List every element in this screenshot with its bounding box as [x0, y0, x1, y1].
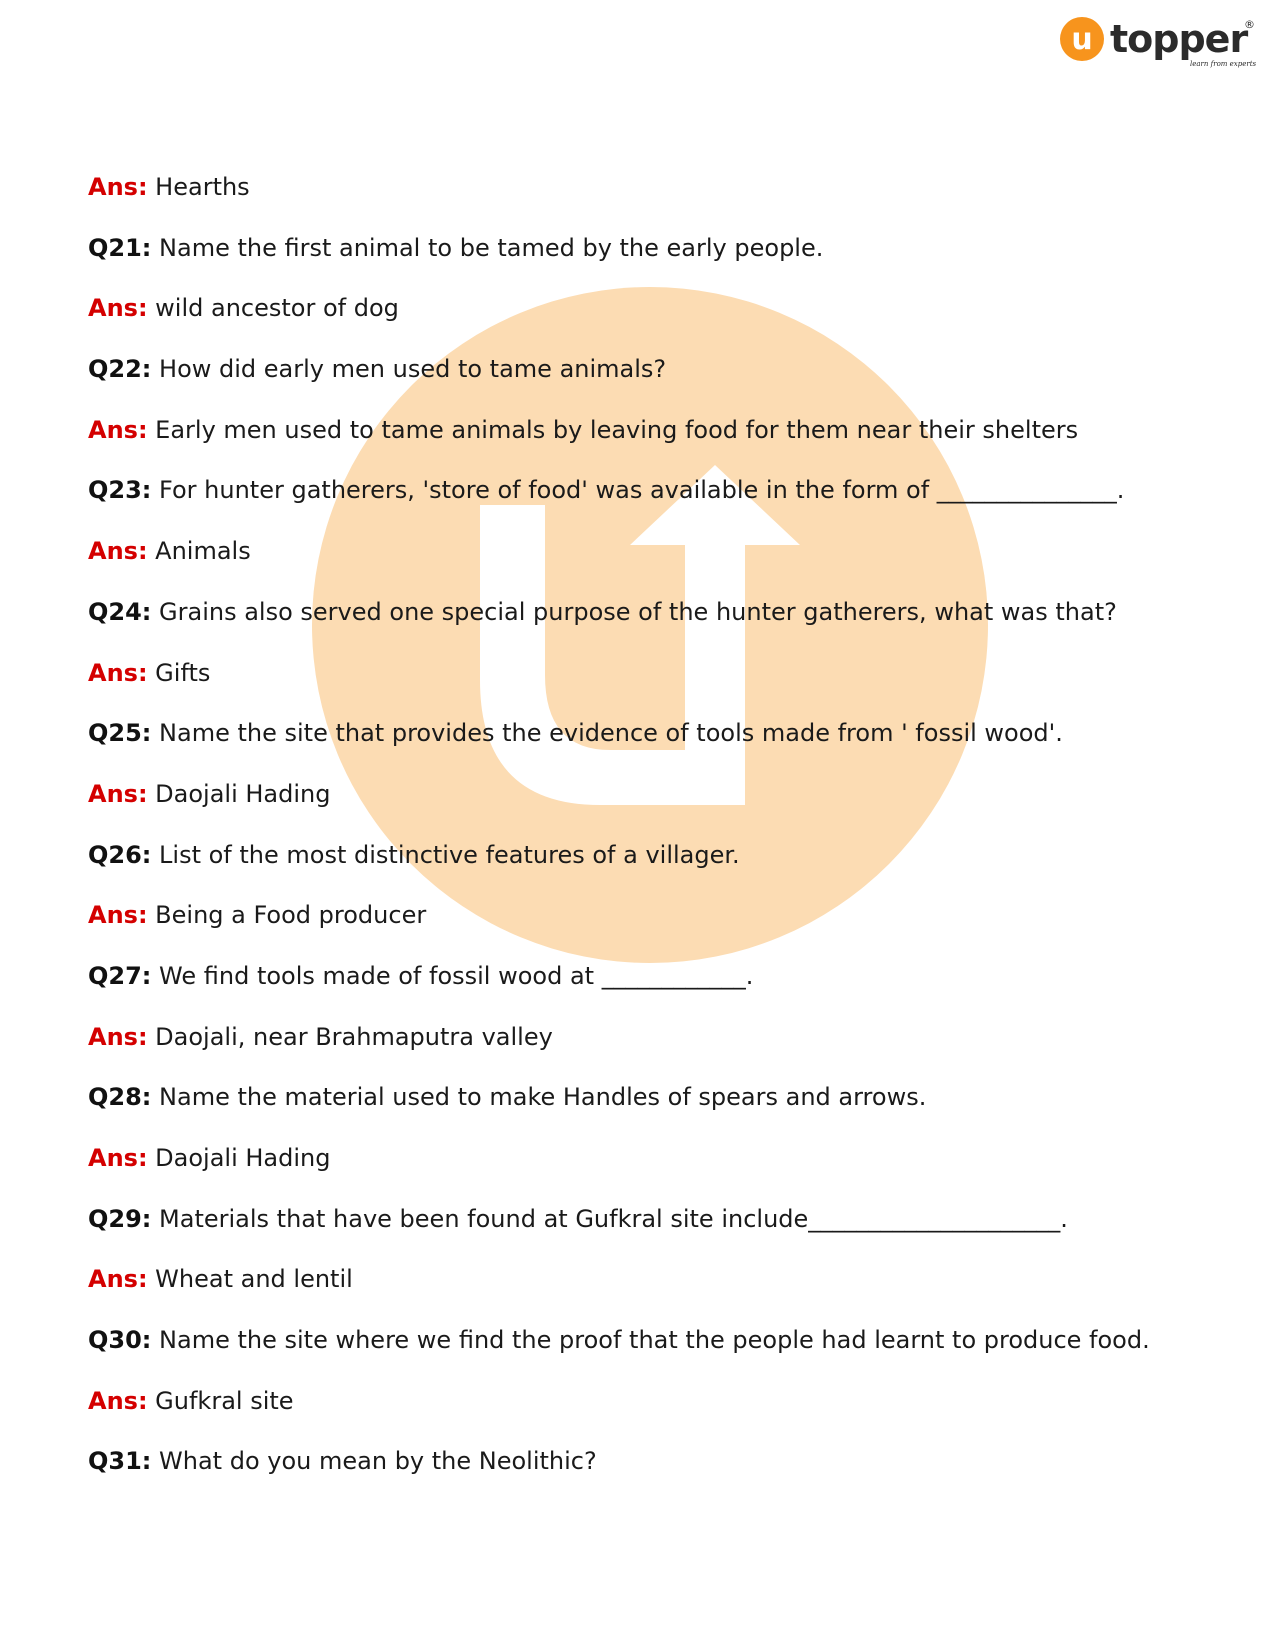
answer-line — [88, 415, 1208, 445]
answer-text: Daojali, near Brahmaputra valley — [147, 1022, 553, 1051]
answer-text: Early men used to tame animals by leaving food for them near their shelters — [147, 415, 1079, 444]
answer-line — [88, 658, 1208, 688]
logo-letter: u — [1071, 22, 1093, 57]
answer-line — [88, 1143, 1208, 1173]
question-label: Q31: — [88, 1447, 152, 1476]
answer-label: Ans: — [88, 1265, 148, 1294]
question-text: For hunter gatherers, 'store of food' was available in the form of _______________. — [151, 476, 1125, 505]
logo-name: topper — [1110, 17, 1248, 61]
question-line — [88, 233, 1208, 263]
question-line — [88, 961, 1208, 991]
answer-line — [88, 293, 1208, 323]
question-text: Name the first animal to be tamed by the early people. — [151, 233, 824, 262]
question-line — [88, 1204, 1208, 1234]
question-text: Name the site that provides the evidence of tools made from ' fossil wood'. — [151, 719, 1063, 748]
qa-list — [88, 172, 1208, 1507]
logo-tagline: learn from experts — [1190, 60, 1257, 68]
answer-label: Ans: — [88, 415, 148, 444]
question-line — [88, 840, 1208, 870]
answer-label: Ans: — [88, 779, 148, 808]
answer-label: Ans: — [88, 658, 148, 687]
question-label: Q24: — [88, 597, 152, 626]
question-text: Name the material used to make Handles of spears and arrows. — [151, 1083, 927, 1112]
question-line — [88, 1082, 1208, 1112]
answer-label: Ans: — [88, 1386, 148, 1415]
question-label: Q22: — [88, 355, 152, 384]
answer-text: Daojali Hading — [147, 1144, 331, 1172]
answer-text: Being a Food producer — [147, 901, 427, 930]
question-line — [88, 354, 1208, 384]
answer-label: Ans: — [88, 1144, 148, 1172]
answer-text: Wheat and lentil — [147, 1265, 353, 1294]
question-label: Q23: — [88, 476, 152, 505]
brand-logo — [1058, 12, 1258, 72]
answer-text: Animals — [147, 537, 251, 566]
question-label: Q29: — [88, 1204, 152, 1233]
question-line — [88, 718, 1208, 748]
logo-registered-mark: ® — [1244, 18, 1255, 31]
answer-line — [88, 900, 1208, 930]
answer-label: Ans: — [88, 901, 148, 930]
question-text: How did early men used to tame animals? — [151, 355, 667, 384]
answer-label: Ans: — [88, 173, 148, 201]
question-text: Materials that have been found at Gufkral site include_____________________. — [151, 1204, 1068, 1233]
question-label: Q25: — [88, 719, 152, 748]
question-label: Q21: — [88, 233, 152, 262]
question-line — [88, 597, 1208, 627]
answer-line — [88, 536, 1208, 566]
answer-text: Hearths — [147, 173, 250, 201]
question-line — [88, 1325, 1208, 1355]
question-text: What do you mean by the Neolithic? — [151, 1447, 597, 1476]
answer-line — [88, 1022, 1208, 1052]
question-text: We find tools made of fossil wood at ____________. — [151, 961, 754, 990]
answer-label: Ans: — [88, 537, 148, 566]
answer-line — [88, 1386, 1208, 1416]
answer-label: Ans: — [88, 294, 148, 323]
answer-line — [88, 779, 1208, 809]
answer-text: Gifts — [147, 658, 211, 687]
answer-label: Ans: — [88, 1022, 148, 1051]
question-text: List of the most distinctive features of a villager. — [151, 840, 740, 869]
question-label: Q27: — [88, 961, 152, 990]
question-line — [88, 1446, 1208, 1476]
question-line — [88, 475, 1208, 505]
answer-line — [88, 1264, 1208, 1294]
question-text: Grains also served one special purpose of the hunter gatherers, what was that? — [151, 597, 1117, 626]
question-text: Name the site where we find the proof that the people had learnt to produce food. — [151, 1326, 1150, 1355]
question-label: Q26: — [88, 840, 152, 869]
question-label: Q28: — [88, 1083, 152, 1112]
answer-text: Daojali Hading — [147, 779, 331, 808]
answer-text: Gufkral site — [147, 1386, 294, 1415]
answer-line — [88, 172, 1208, 202]
answer-text: wild ancestor of dog — [147, 294, 399, 323]
question-label: Q30: — [88, 1326, 152, 1355]
